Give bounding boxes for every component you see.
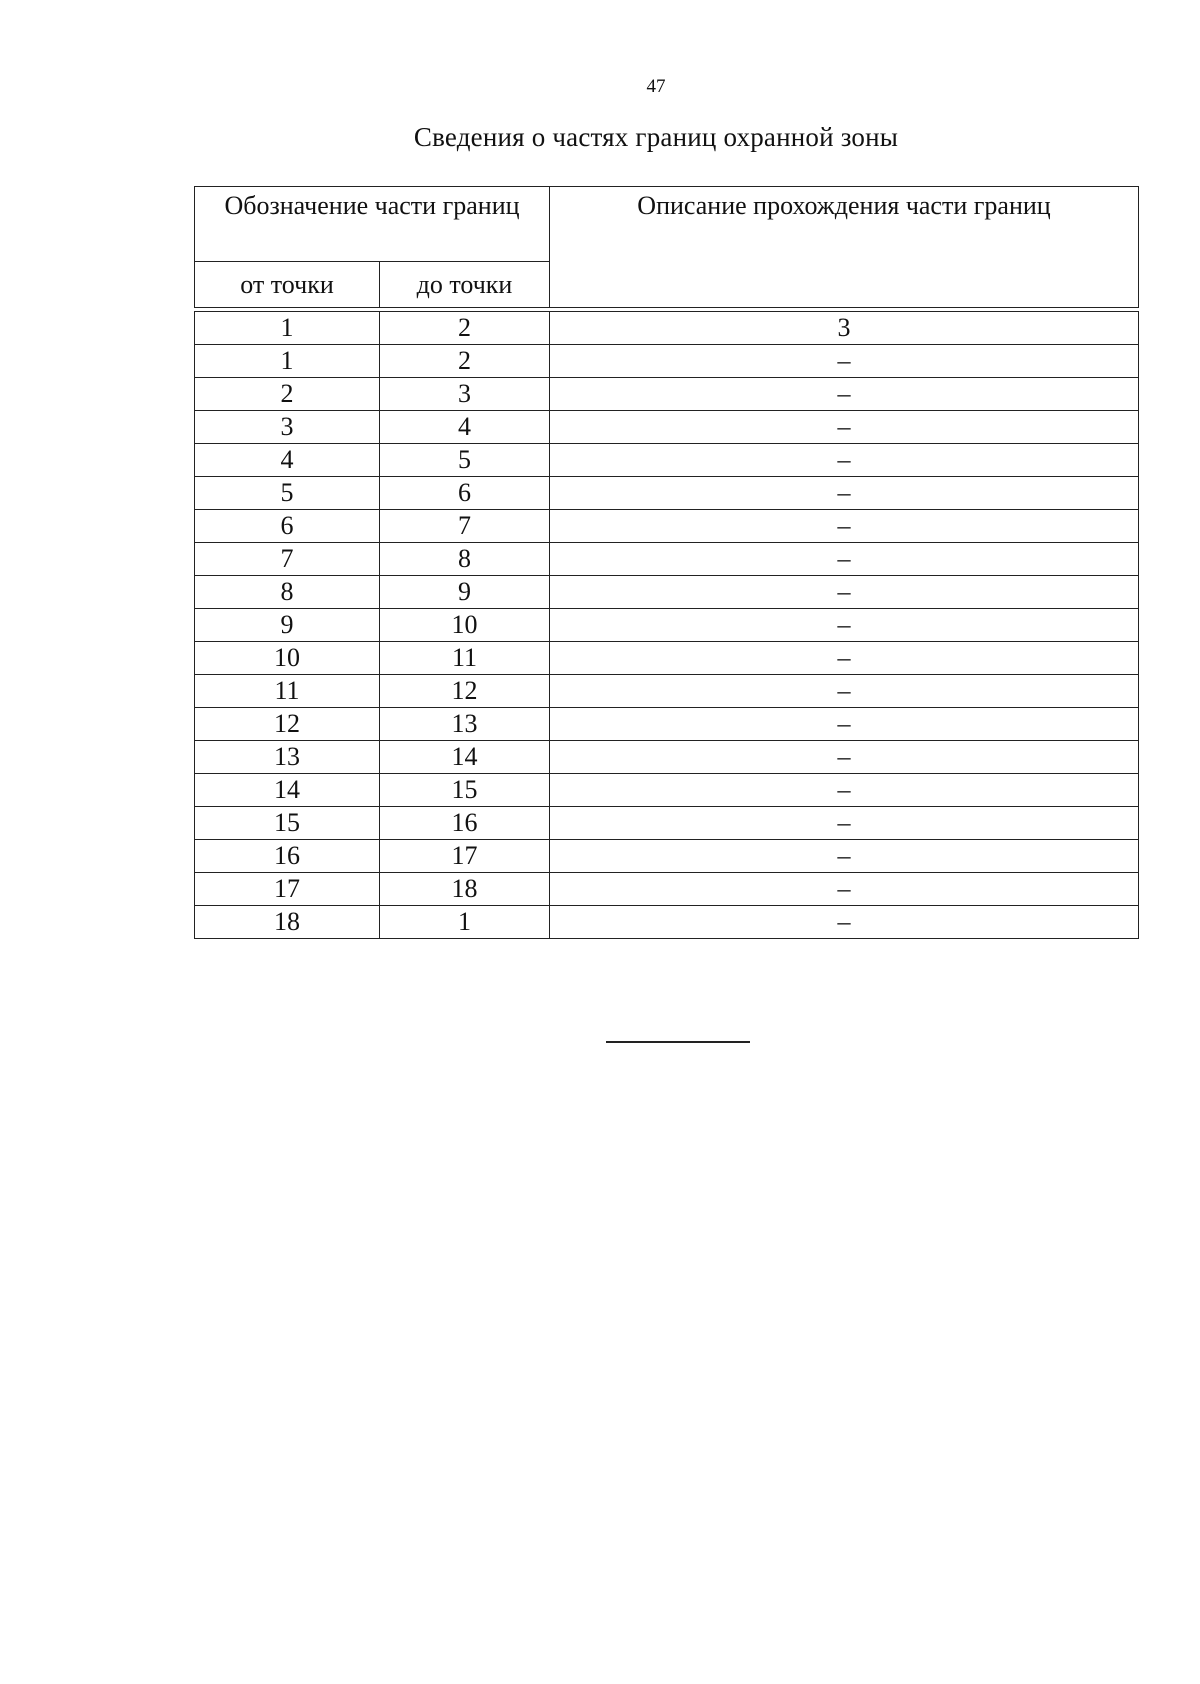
header-from-point: от точки: [195, 262, 380, 308]
description-cell: –: [550, 741, 1139, 774]
header-boundary-description: Описание прохождения части границ: [550, 187, 1139, 308]
table-row: [195, 378, 1139, 411]
from-point-cell: 17: [195, 873, 380, 906]
to-point-cell: 1: [380, 906, 550, 939]
to-point-cell: 18: [380, 873, 550, 906]
to-point-cell: 12: [380, 675, 550, 708]
column-number: 1: [195, 312, 380, 345]
description-cell: –: [550, 477, 1139, 510]
from-point-cell: 7: [195, 543, 380, 576]
table-row: [195, 345, 1139, 378]
description-cell: –: [550, 774, 1139, 807]
to-point-cell: 17: [380, 840, 550, 873]
description-cell: –: [550, 840, 1139, 873]
to-point-cell: 5: [380, 444, 550, 477]
to-point-cell: 11: [380, 642, 550, 675]
from-point-cell: 16: [195, 840, 380, 873]
table-row: [195, 741, 1139, 774]
description-cell: –: [550, 543, 1139, 576]
from-point-cell: 6: [195, 510, 380, 543]
table-row: [195, 609, 1139, 642]
description-cell: –: [550, 378, 1139, 411]
from-point-cell: 9: [195, 609, 380, 642]
to-point-cell: 7: [380, 510, 550, 543]
from-point-cell: 11: [195, 675, 380, 708]
description-cell: –: [550, 807, 1139, 840]
table-row: [195, 642, 1139, 675]
boundary-parts-table: [194, 186, 1138, 939]
description-cell: –: [550, 411, 1139, 444]
from-point-cell: 13: [195, 741, 380, 774]
from-point-cell: 2: [195, 378, 380, 411]
to-point-cell: 8: [380, 543, 550, 576]
column-number: 3: [550, 312, 1139, 345]
from-point-cell: 1: [195, 345, 380, 378]
to-point-cell: 14: [380, 741, 550, 774]
description-cell: –: [550, 576, 1139, 609]
table-row: [195, 873, 1139, 906]
from-point-cell: 10: [195, 642, 380, 675]
from-point-cell: 5: [195, 477, 380, 510]
table-row: [195, 675, 1139, 708]
table-row: [195, 774, 1139, 807]
from-point-cell: 3: [195, 411, 380, 444]
description-cell: –: [550, 444, 1139, 477]
from-point-cell: 14: [195, 774, 380, 807]
table-row: [195, 807, 1139, 840]
table-row: [195, 576, 1139, 609]
description-cell: –: [550, 609, 1139, 642]
to-point-cell: 4: [380, 411, 550, 444]
table-row: [195, 840, 1139, 873]
end-divider-line: [606, 1041, 750, 1043]
to-point-cell: 2: [380, 345, 550, 378]
description-cell: –: [550, 642, 1139, 675]
description-cell: –: [550, 510, 1139, 543]
page-number: 47: [646, 76, 666, 97]
description-cell: –: [550, 675, 1139, 708]
header-boundary-part-designation: Обозначение части границ: [195, 187, 550, 262]
from-point-cell: 8: [195, 576, 380, 609]
column-number: 2: [380, 312, 550, 345]
to-point-cell: 9: [380, 576, 550, 609]
table-row: [195, 708, 1139, 741]
document-title: Сведения о частях границ охранной зоны: [413, 122, 899, 152]
to-point-cell: 13: [380, 708, 550, 741]
table-header: [194, 186, 1139, 308]
from-point-cell: 18: [195, 906, 380, 939]
from-point-cell: 15: [195, 807, 380, 840]
header-to-point: до точки: [380, 262, 550, 308]
table-body: [194, 311, 1139, 939]
to-point-cell: 10: [380, 609, 550, 642]
from-point-cell: 12: [195, 708, 380, 741]
table-row: [195, 444, 1139, 477]
description-cell: –: [550, 906, 1139, 939]
table-row: [195, 411, 1139, 444]
table-row: [195, 510, 1139, 543]
table-row: [195, 906, 1139, 939]
column-number-row: [195, 312, 1139, 345]
to-point-cell: 3: [380, 378, 550, 411]
table-row: [195, 543, 1139, 576]
description-cell: –: [550, 345, 1139, 378]
to-point-cell: 16: [380, 807, 550, 840]
to-point-cell: 15: [380, 774, 550, 807]
to-point-cell: 6: [380, 477, 550, 510]
description-cell: –: [550, 708, 1139, 741]
table-row: [195, 477, 1139, 510]
description-cell: –: [550, 873, 1139, 906]
from-point-cell: 4: [195, 444, 380, 477]
